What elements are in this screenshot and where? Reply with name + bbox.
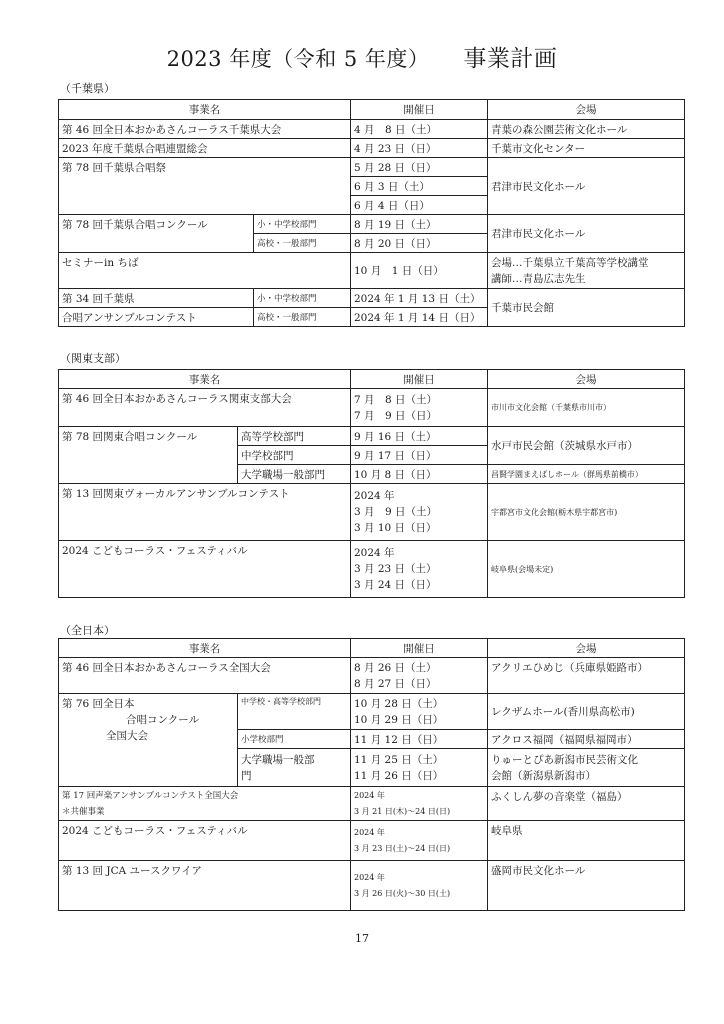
event-cell: 第 78 回千葉県合唱祭 <box>59 158 351 215</box>
date-cell: 4 月 23 日（日） <box>351 139 488 158</box>
date-cell: 6 月 3 日（土） <box>351 177 488 196</box>
col-header-date: 開催日 <box>351 100 488 120</box>
col-header-event: 事業名 <box>59 100 351 120</box>
date-line: 11 月 25 日（土） <box>354 753 444 766</box>
venue-cell: 宇都宮市文化会館(栃木県宇都宮市) <box>488 484 685 541</box>
event-cell: 合唱アンサンブルコンテスト <box>59 308 254 327</box>
date-line: 11 月 26 日（日） <box>354 769 444 782</box>
date-cell <box>351 749 488 787</box>
table-header-row <box>59 370 685 389</box>
date-cell: 11 月 12 日（日） <box>351 730 488 749</box>
event-cell: 第 78 回千葉県合唱コンクール <box>59 215 254 253</box>
date-line: 2024 年 <box>354 490 395 502</box>
venue-cell: 千葉市民会館 <box>488 289 685 327</box>
venue-cell: 岐阜県 <box>488 821 685 861</box>
category-cell: 高校・一般部門 <box>254 234 351 253</box>
col-header-event: 事業名 <box>59 370 351 389</box>
page-title <box>0 40 724 73</box>
table-row <box>59 484 685 541</box>
table-header-row <box>59 639 685 658</box>
venue-cell: ふくしん夢の音楽堂（福島） <box>488 787 685 821</box>
date-cell: 6 月 4 日（日） <box>351 196 488 215</box>
category-cell: 中学校部門 <box>238 446 351 465</box>
event-line: 合唱コンクール <box>126 714 200 726</box>
date-line: 3 月 21 日(木)〜24 日(日) <box>354 806 451 816</box>
table-row <box>59 139 685 158</box>
category-cell: 大学職場一般部門 <box>238 465 351 484</box>
event-cell: 第 13 回 JCA ユースクワイア <box>59 861 351 911</box>
date-line: 3 月 23 日(土)〜24 日(日) <box>354 843 451 853</box>
date-line: 10 月 28 日（土） <box>354 697 444 710</box>
col-header-date: 開催日 <box>351 370 488 389</box>
event-cell <box>59 787 351 821</box>
event-cell: 2024 こどもコーラス・フェスティバル <box>59 821 351 861</box>
title-main: 2023 年度（令和 5 年度） <box>166 47 430 71</box>
venue-line: 会館（新潟県新潟市） <box>491 769 596 782</box>
event-cell: 第 78 回関東合唱コンクール <box>59 427 238 484</box>
venue-cell: 君津市民文化ホール <box>488 215 685 253</box>
title-sub: 事業計画 <box>463 46 558 72</box>
date-cell: 2024 年 1 月 13 日（土） <box>351 289 488 308</box>
section-label-national: （全日本） <box>60 624 115 637</box>
date-cell: 8 月 19 日（土） <box>351 215 488 234</box>
date-cell: 8 月 20 日（日） <box>351 234 488 253</box>
venue-cell: 千葉市文化センター <box>488 139 685 158</box>
section-label-kanto: （関東支部） <box>60 352 126 365</box>
date-line: 8 月 26 日（土） <box>354 661 437 674</box>
lecturer-line: 講師…青島広志先生 <box>491 272 586 285</box>
category-cell: 中学校・高等学校部門 <box>238 694 351 730</box>
date-cell <box>351 389 488 427</box>
category-line: 大学職場一般部 <box>241 753 315 766</box>
event-cell: セミナーin ちば <box>59 253 351 289</box>
table-header-row <box>59 100 685 120</box>
chiba-table <box>58 99 685 327</box>
venue-cell <box>488 749 685 787</box>
event-cell: 2024 こどもコーラス・フェスティバル <box>59 541 351 598</box>
date-cell: 10 月 1 日（日） <box>351 253 488 289</box>
event-line: 全国大会 <box>106 730 148 742</box>
date-cell <box>351 821 488 861</box>
venue-cell: レクザムホール(香川県高松市) <box>488 694 685 730</box>
date-line: 3 月 26 日(火)〜30 日(土) <box>354 888 451 898</box>
event-line: 第 76 回全日本 <box>62 698 135 710</box>
event-line: 第 17 回声楽アンサンブルコンテスト全国大会 <box>62 790 239 801</box>
page-number: 17 <box>355 932 369 945</box>
venue-line: りゅーとぴあ新潟市民芸術文化 <box>491 753 638 766</box>
date-line: 2024 年 <box>354 790 385 800</box>
date-cell: 9 月 17 日（日） <box>351 446 488 465</box>
category-cell: 小・中学校部門 <box>254 289 351 308</box>
table-row <box>59 658 685 694</box>
venue-cell: アクリエひめじ（兵庫県姫路市） <box>488 658 685 694</box>
category-cell: 高校・一般部門 <box>254 308 351 327</box>
date-line: 2024 年 <box>354 547 395 559</box>
col-header-venue: 会場 <box>488 100 685 120</box>
col-header-date: 開催日 <box>351 639 488 658</box>
date-cell: 4 月 8 日（土） <box>351 120 488 139</box>
event-cell: 第 34 回千葉県 <box>59 289 254 308</box>
table-row <box>59 694 685 730</box>
date-line: 8 月 27 日（日） <box>354 677 437 690</box>
venue-cell: 市川市文化会館（千葉県市川市） <box>488 389 685 427</box>
table-row <box>59 861 685 911</box>
date-line: 10 月 29 日（日） <box>354 713 444 726</box>
date-cell <box>351 787 488 821</box>
col-header-event: 事業名 <box>59 639 351 658</box>
date-line: 3 月 10 日（日） <box>354 522 437 534</box>
date-line: 3 月 9 日（土） <box>354 506 438 518</box>
venue-cell: 青葉の森公園芸術文化ホール <box>488 120 685 139</box>
table-row <box>59 427 685 446</box>
category-cell: 高等学校部門 <box>238 427 351 446</box>
table-row <box>59 215 685 234</box>
national-table <box>58 638 685 911</box>
date-cell <box>351 694 488 730</box>
date-cell <box>351 861 488 911</box>
kanto-table <box>58 369 685 598</box>
date-cell: 10 月 8 日（日） <box>351 465 488 484</box>
date-line: 3 月 23 日（土） <box>354 563 437 575</box>
table-row <box>59 821 685 861</box>
date-line: 3 月 24 日（日） <box>354 579 437 591</box>
venue-cell: 昌賢学園まえばしホール（群馬県前橋市） <box>488 465 685 484</box>
date-line: 2024 年 <box>354 872 385 882</box>
event-note: ＊共催事業 <box>62 806 105 817</box>
event-cell: 2023 年度千葉県合唱連盟総会 <box>59 139 351 158</box>
venue-cell: 君津市民文化ホール <box>488 158 685 215</box>
table-row <box>59 541 685 598</box>
event-cell: 第 13 回関東ヴォーカルアンサンブルコンテスト <box>59 484 351 541</box>
venue-cell: 盛岡市民文化ホール <box>488 861 685 911</box>
table-row <box>59 289 685 308</box>
event-cell: 第 46 回全日本おかあさんコーラス関東支部大会 <box>59 389 351 427</box>
event-cell <box>59 694 238 787</box>
event-cell: 第 46 回全日本おかあさんコーラス千葉県大会 <box>59 120 351 139</box>
section-label-chiba: （千葉県） <box>60 82 115 95</box>
col-header-venue: 会場 <box>488 370 685 389</box>
venue-cell: 水戸市民会館（茨城県水戸市） <box>488 427 685 465</box>
date-cell <box>351 658 488 694</box>
category-cell: 小学校部門 <box>238 730 351 749</box>
venue-cell: アクロス福岡（福岡県福岡市） <box>488 730 685 749</box>
date-cell <box>351 541 488 598</box>
date-cell: 5 月 28 日（日） <box>351 158 488 177</box>
venue-cell: 岐阜県(会場未定) <box>488 541 685 598</box>
category-line: 門 <box>241 769 252 782</box>
date-cell <box>351 484 488 541</box>
col-header-venue: 会場 <box>488 639 685 658</box>
table-row <box>59 158 685 177</box>
venue-line: 会場…千葉県立千葉高等学校講堂 <box>491 256 649 269</box>
table-row <box>59 253 685 289</box>
date-cell: 9 月 16 日（土） <box>351 427 488 446</box>
date-line: 2024 年 <box>354 827 385 837</box>
category-cell <box>238 749 351 787</box>
date-line: 7 月 8 日（土） <box>354 393 438 406</box>
category-cell: 小・中学校部門 <box>254 215 351 234</box>
table-row <box>59 787 685 821</box>
event-cell: 第 46 回全日本おかあさんコーラス全国大会 <box>59 658 351 694</box>
date-line: 7 月 9 日（日） <box>354 409 438 422</box>
venue-cell <box>488 253 685 289</box>
table-row <box>59 389 685 427</box>
table-row <box>59 120 685 139</box>
date-cell: 2024 年 1 月 14 日（日） <box>351 308 488 327</box>
